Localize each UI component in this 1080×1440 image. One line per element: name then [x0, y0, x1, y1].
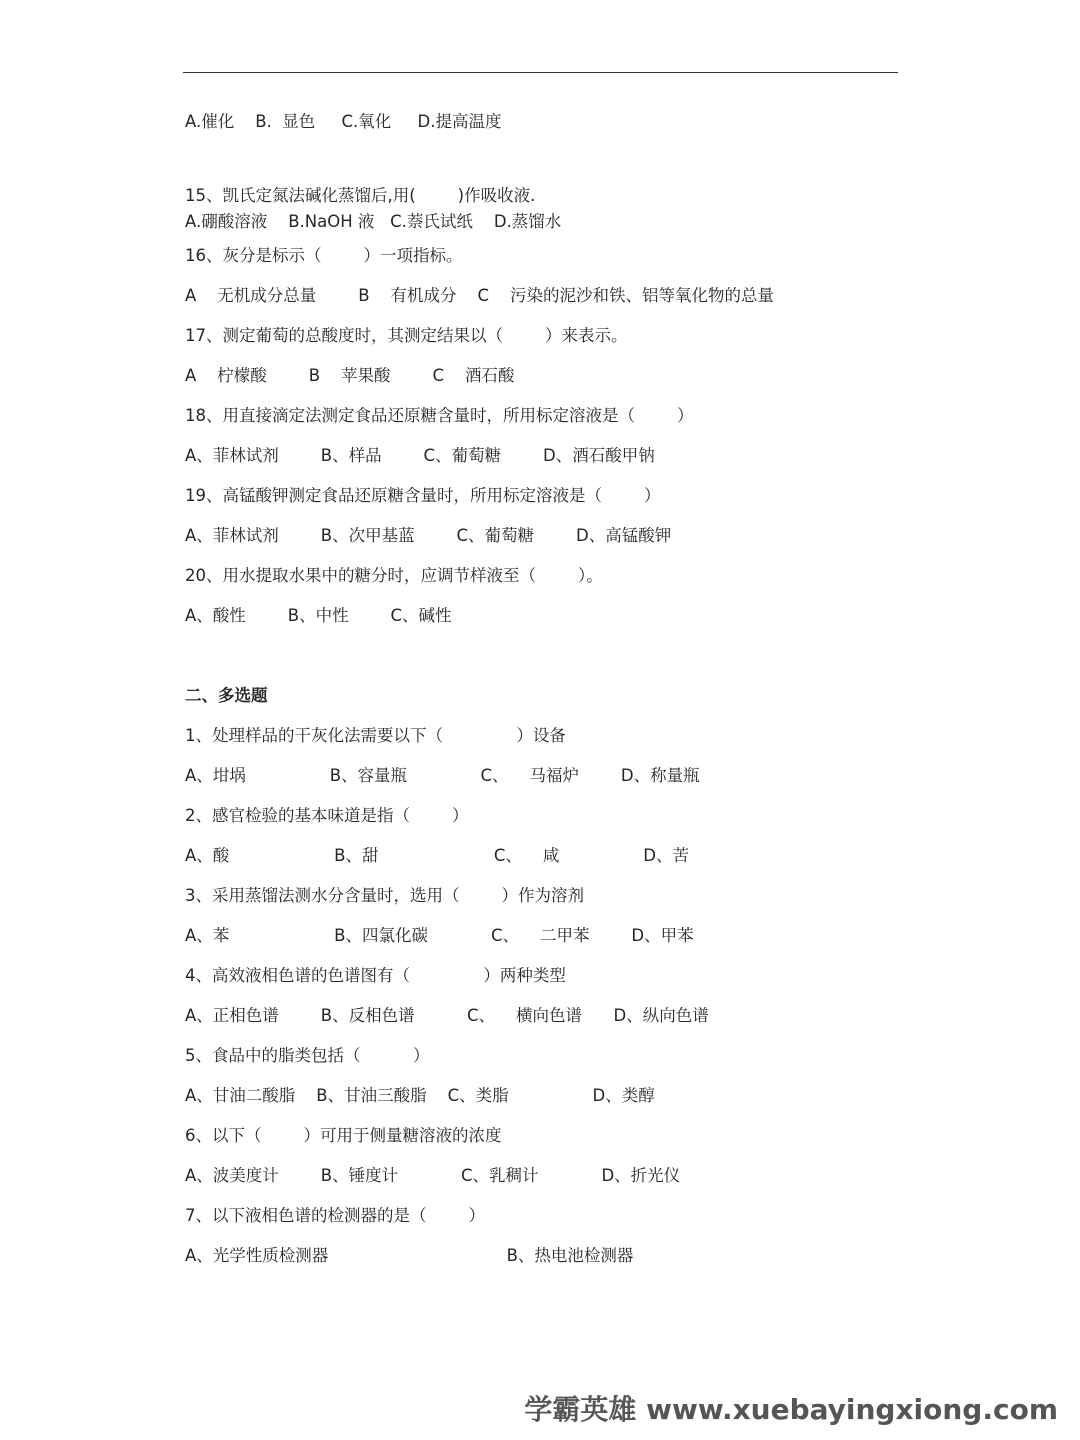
q16-question: 16、灰分是标示（ ）一项指标。 — [185, 246, 463, 265]
m3-options: A、苯 B、四氯化碳 C、 二甲苯 D、甲苯 — [185, 926, 694, 945]
watermark: 学霸英雄 www.xuebayingxiong.com — [524, 1393, 1058, 1426]
q18-question: 18、用直接滴定法测定食品还原糖含量时，所用标定溶液是（ ） — [185, 406, 694, 425]
q16-options: A 无机成分总量 B 有机成分 C 污染的泥沙和铁、铝等氧化物的总量 — [185, 286, 775, 305]
m3-question: 3、采用蒸馏法测水分含量时，选用（ ）作为溶剂 — [185, 886, 584, 905]
q19-question: 19、高锰酸钾测定食品还原糖含量时，所用标定溶液是（ ） — [185, 486, 661, 505]
m5-question: 5、食品中的脂类包括（ ） — [185, 1046, 430, 1065]
m2-question: 2、感官检验的基本味道是指（ ） — [185, 806, 469, 825]
q19-options: A、菲林试剂 B、次甲基蓝 C、葡萄糖 D、高锰酸钾 — [185, 526, 672, 545]
header-rule — [183, 72, 898, 73]
q20-options: A、酸性 B、中性 C、碱性 — [185, 606, 452, 625]
q17-question: 17、测定葡萄的总酸度时，其测定结果以（ ）来表示。 — [185, 326, 628, 345]
m4-options: A、正相色谱 B、反相色谱 C、 横向色谱 D、纵向色谱 — [185, 1006, 709, 1025]
m6-question: 6、以下（ ）可用于侧量糖溶液的浓度 — [185, 1126, 502, 1145]
m6-options: A、波美度计 B、锤度计 C、乳稠计 D、折光仪 — [185, 1166, 681, 1185]
q15-question: 15、凯氏定氮法碱化蒸馏后,用( )作吸收液. — [185, 186, 536, 205]
m1-options: A、坩埚 B、容量瓶 C、 马福炉 D、称量瓶 — [185, 766, 700, 785]
m1-question: 1、处理样品的干灰化法需要以下（ ）设备 — [185, 726, 566, 745]
m2-options: A、酸 B、甜 C、 咸 D、苦 — [185, 846, 690, 865]
m5-options: A、甘油二酸脂 B、甘油三酸脂 C、类脂 D、类醇 — [185, 1086, 655, 1105]
q15-options: A.硼酸溶液 B.NaOH 液 C.萘氏试纸 D.蒸馏水 — [185, 212, 562, 231]
section-heading: 二、多选题 — [185, 686, 268, 705]
q18-options: A、菲林试剂 B、样品 C、葡萄糖 D、酒石酸甲钠 — [185, 446, 655, 465]
q20-question: 20、用水提取水果中的糖分时，应调节样液至（ ）。 — [185, 566, 603, 585]
m4-question: 4、高效液相色谱的色谱图有（ ）两种类型 — [185, 966, 566, 985]
m7-options: A、光学性质检测器 B、热电池检测器 — [185, 1246, 634, 1265]
m7-question: 7、以下液相色谱的检测器的是（ ） — [185, 1206, 485, 1225]
q14-options: A.催化 B. 显色 C.氧化 D.提高温度 — [185, 112, 502, 131]
q17-options: A 柠檬酸 B 苹果酸 C 酒石酸 — [185, 366, 515, 385]
